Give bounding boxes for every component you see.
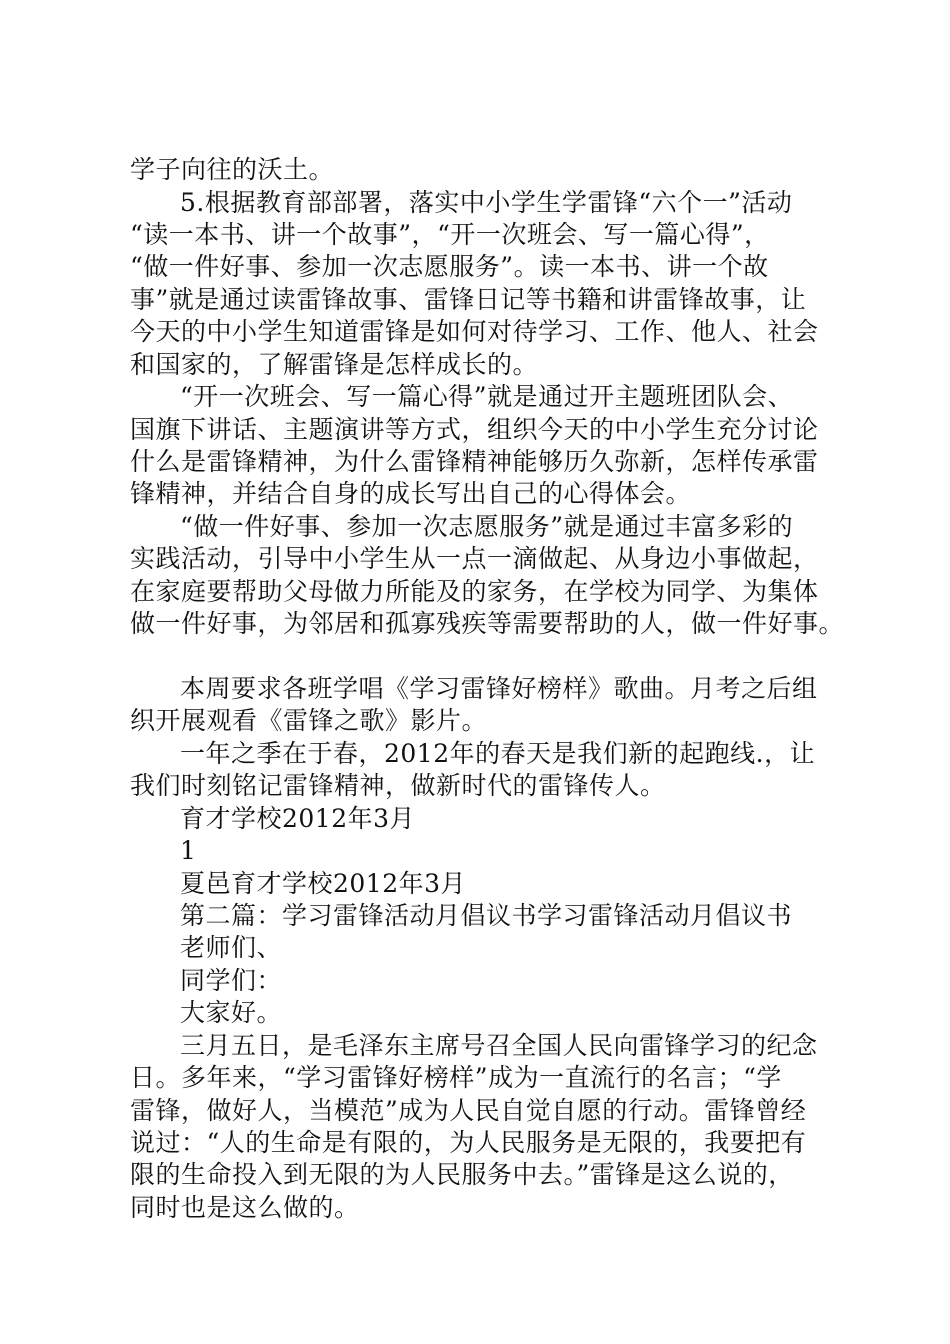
document-text-line: 育才学校2012年3月 — [180, 804, 416, 833]
document-text-line: 我们时刻铭记雷锋精神，做新时代的雷锋传人。 — [130, 771, 666, 800]
document-text-line: 1 — [180, 836, 197, 865]
document-text-line: 和国家的，了解雷锋是怎样成长的。 — [130, 350, 539, 379]
document-text-line: 雷锋，做好人，当模范”成为人民自觉自愿的行动。雷锋曾经 — [130, 1096, 807, 1125]
document-text-line: 实践活动，引导中小学生从一点一滴做起、从身边小事做起， — [130, 544, 819, 573]
document-text-line: 5.根据教育部部署，落实中小学生学雷锋“六个一”活动 — [180, 188, 793, 217]
document-text-line: “做一件好事、参加一次志愿服务”就是通过丰富多彩的 — [180, 512, 794, 541]
document-text-line: 织开展观看《雷锋之歌》影片。 — [130, 706, 488, 735]
document-text-line: 日。多年来，“学习雷锋好榜样”成为一直流行的名言；“学 — [130, 1063, 782, 1092]
document-text-line: 本周要求各班学唱《学习雷锋好榜样》歌曲。月考之后组 — [180, 674, 818, 703]
document-text-line: 在家庭要帮助父母做力所能及的家务，在学校为同学、为集体 — [130, 577, 819, 606]
document-text-line: 三月五日，是毛泽东主席号召全国人民向雷锋学习的纪念 — [180, 1031, 818, 1060]
document-text-line: 事”就是通过读雷锋故事、雷锋日记等书籍和讲雷锋故事，让 — [130, 285, 807, 314]
document-text-line: 说过：“人的生命是有限的，为人民服务是无限的，我要把有 — [130, 1128, 807, 1157]
document-text-line: 一年之季在于春，2012年的春天是我们新的起跑线.，让 — [180, 739, 816, 768]
document-text-line: 夏邑育才学校2012年3月 — [180, 869, 467, 898]
document-text-line: “开一次班会、写一篇心得”就是通过开主题班团队会、 — [180, 382, 794, 411]
document-text-line: 今天的中小学生知道雷锋是如何对待学习、工作、他人、社会 — [130, 317, 819, 346]
document-text-line: 限的生命投入到无限的为人民服务中去。”雷锋是这么说的， — [130, 1160, 794, 1189]
document-text-line: 同学们： — [180, 966, 283, 995]
document-text-line: 大家好。 — [180, 998, 283, 1027]
document-text-line: 老师们、 — [180, 933, 283, 962]
document-text-line: 做一件好事，为邻居和孤寡残疾等需要帮助的人，做一件好事。 — [130, 609, 845, 638]
document-text-line: 国旗下讲话、主题演讲等方式，组织今天的中小学生充分讨论 — [130, 415, 819, 444]
document-text-line: 第二篇：学习雷锋活动月倡议书学习雷锋活动月倡议书 — [180, 901, 793, 930]
document-text-line: 锋精神，并结合自身的成长写出自己的心得体会。 — [130, 479, 692, 508]
document-text-line: 同时也是这么做的。 — [130, 1193, 360, 1222]
document-text-line: “读一本书、讲一个故事”，“开一次班会、写一篇心得”， — [130, 220, 770, 249]
document-text-line: 学子向往的沃土。 — [130, 155, 335, 184]
document-text-line: “做一件好事、参加一次志愿服务”。读一本书、讲一个故 — [130, 252, 769, 281]
document-text-line: 什么是雷锋精神，为什么雷锋精神能够历久弥新，怎样传承雷 — [130, 447, 819, 476]
